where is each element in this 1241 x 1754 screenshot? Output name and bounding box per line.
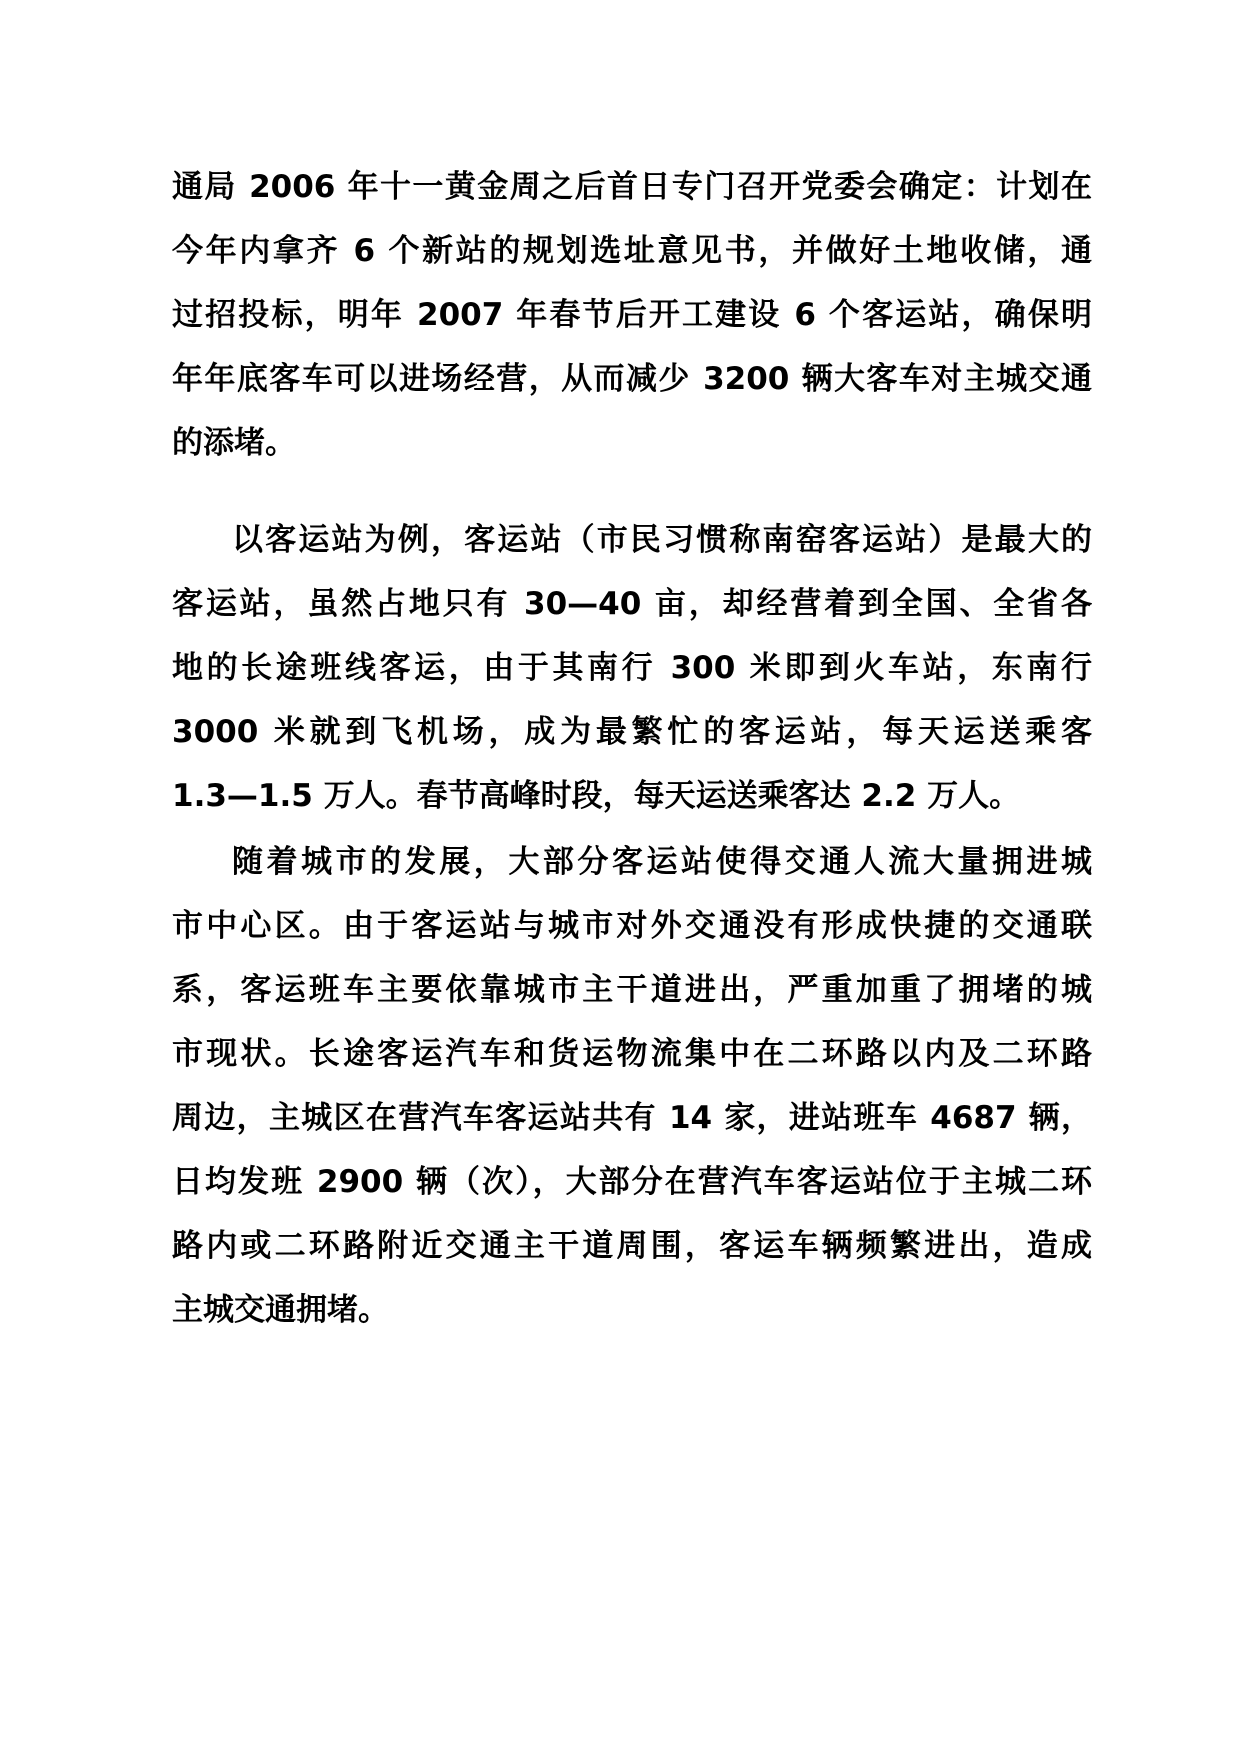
text-line: 以客运站为例，客运站（市民习惯称南窑客运站）是最大的	[232, 522, 1092, 558]
text-line: 今年内拿齐 6 个新站的规划选址意见书，并做好土地收储，通	[172, 233, 1092, 269]
text-line: 市现状。长途客运汽车和货运物流集中在二环路以内及二环路	[172, 1036, 1092, 1072]
text-line: 客运站，虽然占地只有 30—40 亩，却经营着到全国、全省各	[172, 586, 1092, 622]
text-line: 地的长途班线客运，由于其南行 300 米即到火车站，东南行	[172, 650, 1092, 686]
text-line: 的添堵。	[172, 425, 296, 461]
paragraph-1	[172, 155, 1092, 475]
text-line: 年年底客车可以进场经营，从而减少 3200 辆大客车对主城交通	[172, 361, 1092, 397]
text-line: 过招投标，明年 2007 年春节后开工建设 6 个客运站，确保明	[172, 297, 1092, 333]
text-line: 3000 米就到飞机场，成为最繁忙的客运站，每天运送乘客	[172, 714, 1092, 750]
text-line: 通局 2006 年十一黄金周之后首日专门召开党委会确定：计划在	[172, 169, 1092, 205]
paragraph-3	[172, 830, 1092, 1342]
text-line: 日均发班 2900 辆（次），大部分在营汽车客运站位于主城二环	[172, 1164, 1092, 1200]
text-line: 1.3—1.5 万人。春节高峰时段，每天运送乘客达 2.2 万人。	[172, 778, 1021, 814]
text-line: 随着城市的发展，大部分客运站使得交通人流大量拥进城	[232, 844, 1092, 880]
text-line: 系，客运班车主要依靠城市主干道进出，严重加重了拥堵的城	[172, 972, 1092, 1008]
paragraph-2	[172, 508, 1092, 828]
text-line: 周边，主城区在营汽车客运站共有 14 家，进站班车 4687 辆，	[172, 1100, 1092, 1136]
text-line: 市中心区。由于客运站与城市对外交通没有形成快捷的交通联	[172, 908, 1092, 944]
text-line: 主城交通拥堵。	[172, 1292, 389, 1328]
text-line: 路内或二环路附近交通主干道周围，客运车辆频繁进出，造成	[172, 1228, 1092, 1264]
